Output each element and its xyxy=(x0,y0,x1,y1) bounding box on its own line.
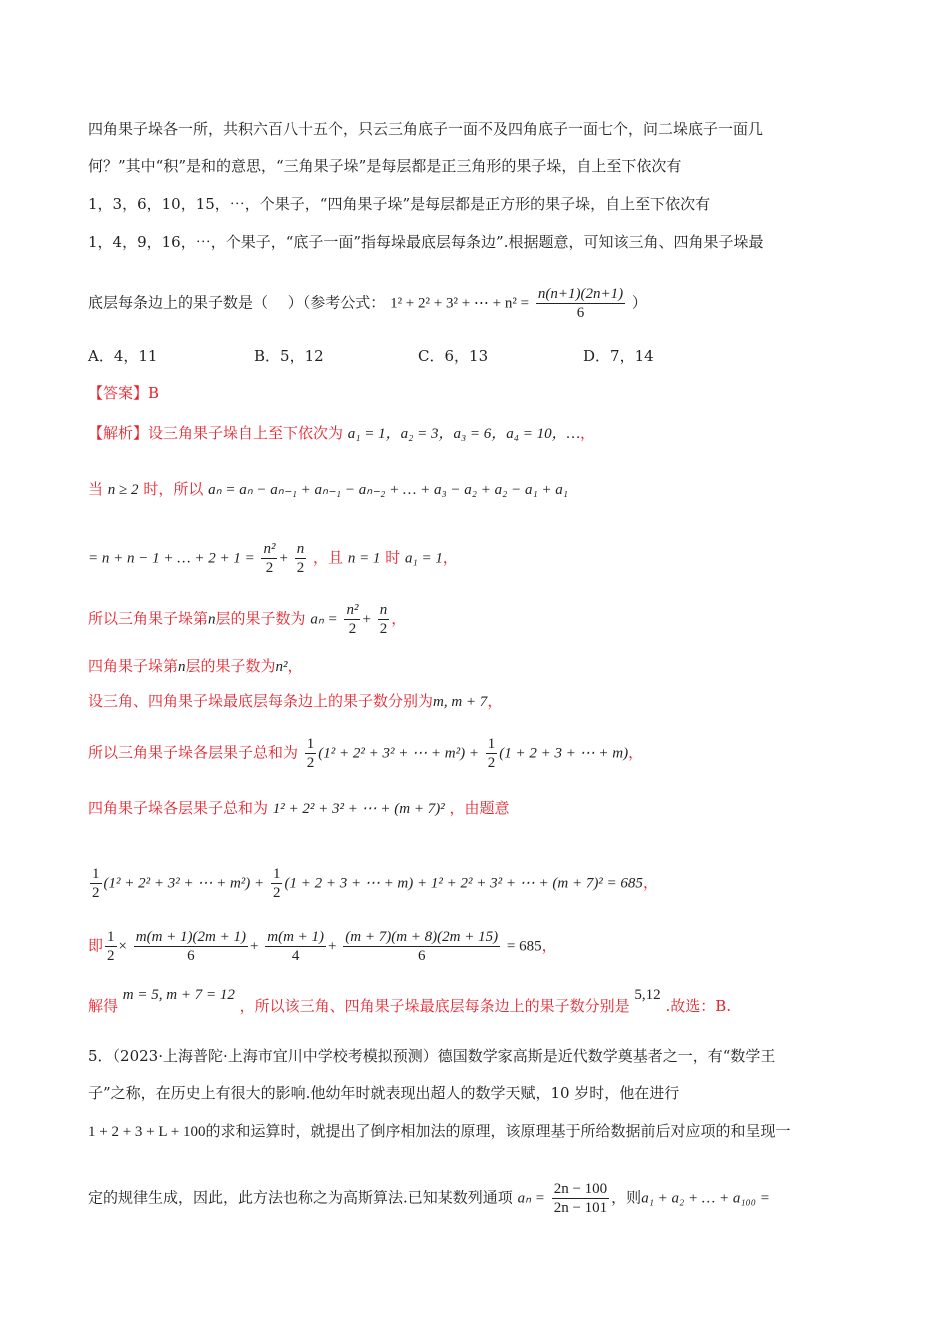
problem4-line5-text: 底层每条边上的果子数是（ ）（参考公式： xyxy=(88,293,386,312)
problem4-line1: 四角果子垛各一所，共积六百八十五个，只云三角底子一面不及四角底子一面七个，问二垛底子一面几 xyxy=(88,120,764,138)
solve-text: 解得 xyxy=(88,997,119,1015)
fraction-n-over-2 xyxy=(295,540,307,577)
formula-fraction xyxy=(536,285,625,322)
denominator: 2 xyxy=(107,948,115,964)
fraction-term1 xyxy=(134,928,248,965)
and-text: ，且 xyxy=(313,548,344,567)
fraction-half xyxy=(105,928,117,965)
option-b[interactable]: B．5，12 xyxy=(254,347,324,365)
denominator: 4 xyxy=(291,948,300,964)
denominator: 2 xyxy=(296,560,305,576)
comma: ， xyxy=(442,548,458,567)
problem5-line2: 子”之称，在历史上有很大的影响.他幼年时就表现出超人的数学天赋，10 岁时，他在进行 xyxy=(88,1084,680,1102)
analysis-line11 xyxy=(88,987,731,1018)
numerator: n² xyxy=(346,602,359,618)
sequence-values: a₁ = 1，a₂ = 3，a₃ = 6，a₄ = 10，… xyxy=(347,426,580,442)
total-equation: (1 + 2 + 3 + ⋯ + m) + 1² + 2² + 3² + ⋯ + (m + 7)² = 685 xyxy=(284,875,643,892)
m-values: m, m + 7 xyxy=(433,694,488,710)
sum-squares-m: (1² + 2² + 3² + ⋯ + m²) + xyxy=(103,875,265,892)
sum-a1-to-a100: a₁ + a₂ + … + a₁₀₀ = xyxy=(641,1190,770,1207)
by-problem-text: ，由题意 xyxy=(449,799,510,817)
fraction-n2-over-2 xyxy=(261,540,277,577)
solution-values: m = 5, m + 7 = 12 xyxy=(122,987,235,1003)
layer-count-text: 层的果子数为 xyxy=(185,657,276,675)
problem5-line4-text: 定的规律生成，因此，此方法也称之为高斯算法.已知某数列通项 xyxy=(88,1188,513,1207)
numerator: 1 xyxy=(272,866,281,882)
formula-denominator: 6 xyxy=(576,305,585,321)
problem4-line4: 1，4，9，16，⋯，个果子，“底子一面”指每垛最底层每条边”.根据题意，可知该三角、四角果子垛最 xyxy=(88,233,764,251)
choose-b-text: .故选：B. xyxy=(665,997,731,1015)
denominator: 2 xyxy=(306,755,315,771)
comma: ， xyxy=(487,692,503,710)
square-total-text: 四角果子垛各层果子总和为 xyxy=(88,799,269,817)
analysis-line3: = n + n − 1 + … + 2 + 1 = $\frac{\text{n²}}{2}$ + $\frac{n}{2}$ ，且 n = 1 时 a₁ = 1， xyxy=(88,541,458,576)
formula-close: ） xyxy=(631,293,647,312)
so-text: 时，所以 xyxy=(143,480,204,498)
numerator: n xyxy=(379,602,388,618)
n-squared: n² xyxy=(275,659,288,675)
numerator: 1 xyxy=(107,929,115,945)
problem4-line5 xyxy=(88,285,647,322)
comma: ， xyxy=(287,657,303,675)
analysis-line2 xyxy=(88,478,568,501)
numerator: (m + 7)(m + 8)(2m + 15) xyxy=(345,929,499,945)
denominator: 2 xyxy=(272,885,281,901)
fraction-term2 xyxy=(265,928,326,965)
fraction-half xyxy=(305,735,317,772)
denominator: 6 xyxy=(417,948,426,964)
triangle-total-text: 所以三角果子垛各层果子总和为 xyxy=(88,743,299,762)
numerator: n² xyxy=(263,541,276,557)
fraction-half xyxy=(486,735,498,772)
let-text: 设三角、四角果子垛最底层每条边上的果子数分别为 xyxy=(88,692,434,710)
denominator: 2 xyxy=(265,560,274,576)
formula-numerator: n(n+1)(2n+1) xyxy=(537,286,624,302)
problem5-line1: 5．（2023·上海普陀·上海市宜川中学校考模拟预测）德国数学家高斯是近代数学奠基者之一，有“数学王 xyxy=(88,1047,776,1065)
denominator: 6 xyxy=(187,948,195,964)
problem5-line3 xyxy=(88,1120,790,1143)
an-label: aₙ = xyxy=(517,1190,545,1207)
a1-value: a₁ = 1 xyxy=(405,550,443,567)
telescoping-formula: aₙ = aₙ − aₙ₋₁ + aₙ₋₁ − aₙ₋₂ + … + a₃ − a₂ + a₂ − a₁ + a₁ xyxy=(208,482,569,498)
fraction-term3 xyxy=(343,928,500,965)
analysis-line9: $\frac{1}{2}$ (1² + 2² + 3² + ⋯ + m²) + $\frac{1}{2}$ (1 + 2 + 3 + ⋯ + m) + 1² + 2² + 3² + ⋯ + (m + 7)² = 685， xyxy=(92,866,658,901)
option-d[interactable]: D．7，14 xyxy=(583,347,654,365)
analysis-line1: 【解析】设三角果子垛自上至下依次为 a₁ = 1，a₂ = 3，a₃ = 6，a₄ = 10，…， xyxy=(88,424,595,442)
sum-squares-formula: 1² + 2² + 3² + ⋯ + n² = xyxy=(390,295,530,312)
denominator: 2n − 101 xyxy=(553,1200,608,1216)
fraction-n2-over-2 xyxy=(344,601,360,638)
when-text: 当 xyxy=(88,480,104,498)
numerator: 1 xyxy=(92,866,100,882)
then-text: ，则 xyxy=(611,1188,642,1207)
problem5-line3-text: 的求和运算时，就提出了倒序相加法的原理，该原理基于所给数据前后对应项的和呈现一 xyxy=(205,1122,791,1140)
numerator: 2n − 100 xyxy=(553,1181,608,1197)
conclusion-text: ，所以该三角、四角果子垛最底层每条边上的果子数分别是 xyxy=(239,997,630,1015)
numerator: m(m + 1) xyxy=(267,929,325,945)
option-c[interactable]: C．6，13 xyxy=(418,347,489,365)
condition-n-ge-2: n ≥ 2 xyxy=(107,482,139,498)
gauss-sum-formula: 1 + 2 + 3 + L + 100 xyxy=(88,1124,206,1140)
sum-expression: = n + n − 1 + … + 2 + 1 = xyxy=(88,550,255,567)
an-label: aₙ = xyxy=(310,611,338,628)
analysis-line7: 所以三角果子垛各层果子总和为 $\frac{1}{2}$ (1² + 2² + 3² + ⋯ + m²) + $\frac{1}{2}$ (1 + 2 + 3 + ⋯ + m)， xyxy=(88,736,644,771)
final-answer: 5,12 xyxy=(634,987,661,1003)
numerator: n xyxy=(296,541,305,557)
var-n: n xyxy=(208,611,216,628)
square-layer-text: 四角果子垛第 xyxy=(88,657,179,675)
analysis-line6 xyxy=(88,690,502,713)
numerator: 1 xyxy=(487,736,496,752)
fraction-n-over-2 xyxy=(378,601,390,638)
equals-685: = 685 xyxy=(506,938,542,955)
problem5-line4 xyxy=(88,1180,770,1217)
analysis-label: 【解析】设三角果子垛自上至下依次为 xyxy=(88,424,344,442)
analysis-line4: 所以三角果子垛第n层的果子数为 aₙ = $\frac{\text{n²}}{2}$ + $\frac{n}{2}$ ， xyxy=(88,602,407,637)
numerator: 1 xyxy=(306,736,315,752)
sum-squares-m: (1² + 2² + 3² + ⋯ + m²) + xyxy=(318,745,479,762)
option-a[interactable]: A．4，11 xyxy=(88,347,158,365)
denominator: 2 xyxy=(348,621,357,637)
sum-linear-m: (1 + 2 + 3 + ⋯ + m) xyxy=(499,745,629,762)
problem4-line3: 1，3，6，10，15，⋯，个果子，“四角果子垛”是每层都是正方形的果子垛，自上至下依次有 xyxy=(88,195,711,213)
analysis-line8 xyxy=(88,797,510,820)
fraction-half xyxy=(90,865,102,902)
condition-n-eq-1: n = 1 xyxy=(347,550,381,567)
denominator: 2 xyxy=(379,621,388,637)
problem4-line2: 何？”其中“积”是和的意思，“三角果子垛”是每层都是正三角形的果子垛，自上至下依次有 xyxy=(88,157,682,175)
fraction-half xyxy=(271,865,283,902)
analysis-line5 xyxy=(88,655,303,678)
var-n: n xyxy=(178,659,186,675)
analysis-line10: 即 $\frac{1}{2}$ × $\frac{m(m + 1)(2m + 1)}{6}$ + $\frac{m(m + 1)}{4}$ + $\frac{(m + 7)(m + 8)(2m + 15)}{6}$ = 685， xyxy=(88,929,557,964)
an-fraction xyxy=(552,1180,609,1217)
triangle-layer-text: 所以三角果子垛第 xyxy=(88,609,209,628)
layer-count-text: 层的果子数为 xyxy=(215,609,306,628)
when-text: 时 xyxy=(385,548,401,567)
denominator: 2 xyxy=(92,885,100,901)
sum-squares-m7: 1² + 2² + 3² + ⋯ + (m + 7)² xyxy=(272,801,445,817)
numerator: m(m + 1)(2m + 1) xyxy=(135,929,246,945)
namely-text: 即 xyxy=(88,936,104,955)
denominator: 2 xyxy=(487,755,496,771)
answer-label: 【答案】B xyxy=(88,384,160,402)
